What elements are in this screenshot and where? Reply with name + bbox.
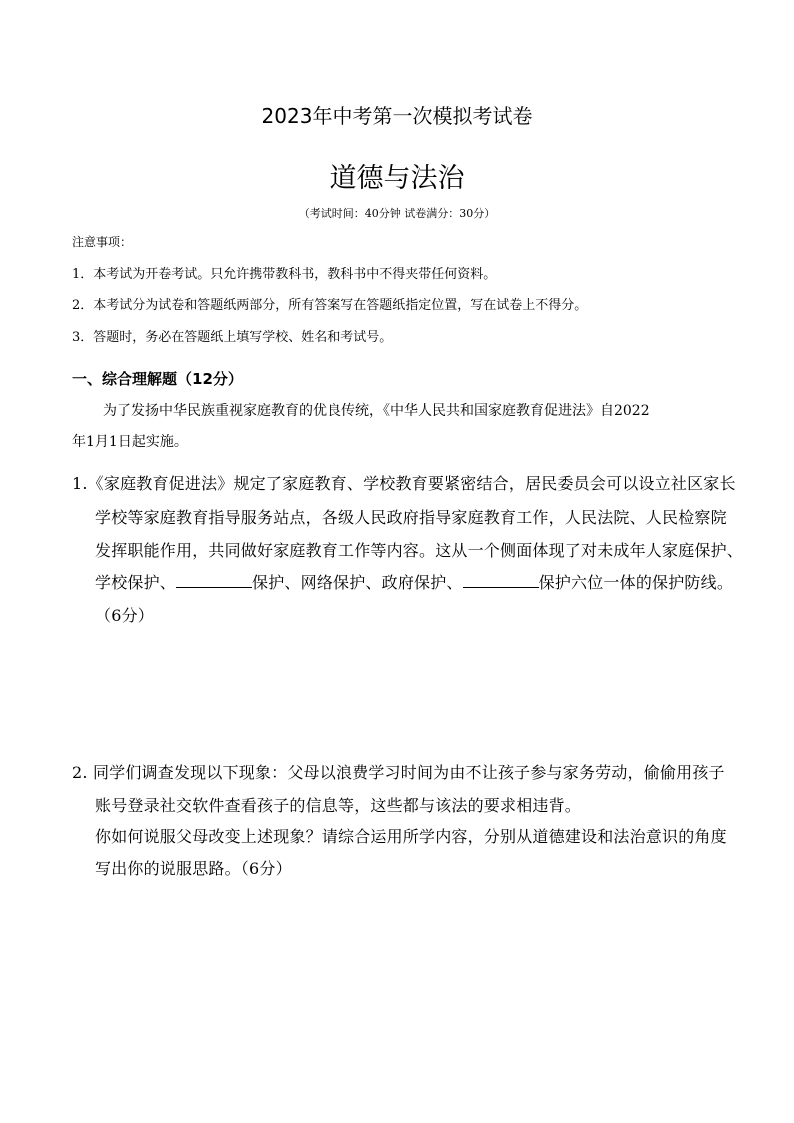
q1-blank-1[interactable] — [176, 573, 252, 588]
q2-line-2: 账号登录社交软件查看孩子的信息等，这些都与该法的要求相违背。 — [95, 796, 582, 815]
q2-line-4: 写出你的说服思路。（6分） — [95, 859, 292, 878]
notice-item-3: 3．答题时，务必在答题纸上填写学校、姓名和考试号。 — [72, 330, 393, 345]
q1-blank-2[interactable] — [463, 573, 539, 588]
q1-line-4-part-a: 学校保护、 — [95, 573, 177, 592]
notice-item-2: 2．本考试分为试卷和答题纸两部分，所有答案写在答题纸指定位置，写在试卷上不得分。 — [72, 298, 588, 313]
q2-line-3: 你如何说服父母改变上述现象？请综合运用所学内容，分别从道德建设和法治意识的角度 — [95, 827, 727, 846]
q2-line-1: 2. 同学们调查发现以下现象：父母以浪费学习时间为由不让孩子参与家务劳动，偷偷用孩子 — [72, 763, 725, 782]
section-intro-line-1: 为了发扬中华民族重视家庭教育的优良传统，《中华人民共和国家庭教育促进法》自2022 — [103, 403, 650, 419]
notice-item-1: 1．本考试为开卷考试。只允许携带教科书，教科书中不得夹带任何资料。 — [72, 267, 497, 282]
subject-title: 道德与法治 — [329, 163, 465, 194]
section-intro-line-2: 年1月1日起实施。 — [72, 434, 188, 450]
q1-line-4 — [95, 570, 733, 593]
q1-line-1: 1.《家庭教育促进法》规定了家庭教育、学校教育要紧密结合，居民委员会可以设立社区家长 — [72, 474, 736, 493]
q1-line-4-part-b: 保护、网络保护、政府保护、 — [252, 573, 463, 592]
q1-line-4-part-c: 保护六位一体的保护防线。 — [538, 573, 734, 592]
notice-heading: 注意事项： — [72, 235, 133, 249]
section-heading: 一、综合理解题（12分） — [72, 370, 243, 388]
exam-title: 2023年中考第一次模拟考试卷 — [261, 104, 533, 128]
exam-time-info: （考试时间：40分钟 试卷满分：30分） — [298, 207, 496, 220]
q1-line-2: 学校等家庭教育指导服务站点，各级人民政府指导家庭教育工作，人民法院、人民检察院 — [95, 508, 727, 527]
q1-line-3: 发挥职能作用，共同做好家庭教育工作等内容。这从一个侧面体现了对未成年人家庭保护、 — [95, 541, 744, 560]
q1-score: （6分） — [95, 606, 154, 625]
